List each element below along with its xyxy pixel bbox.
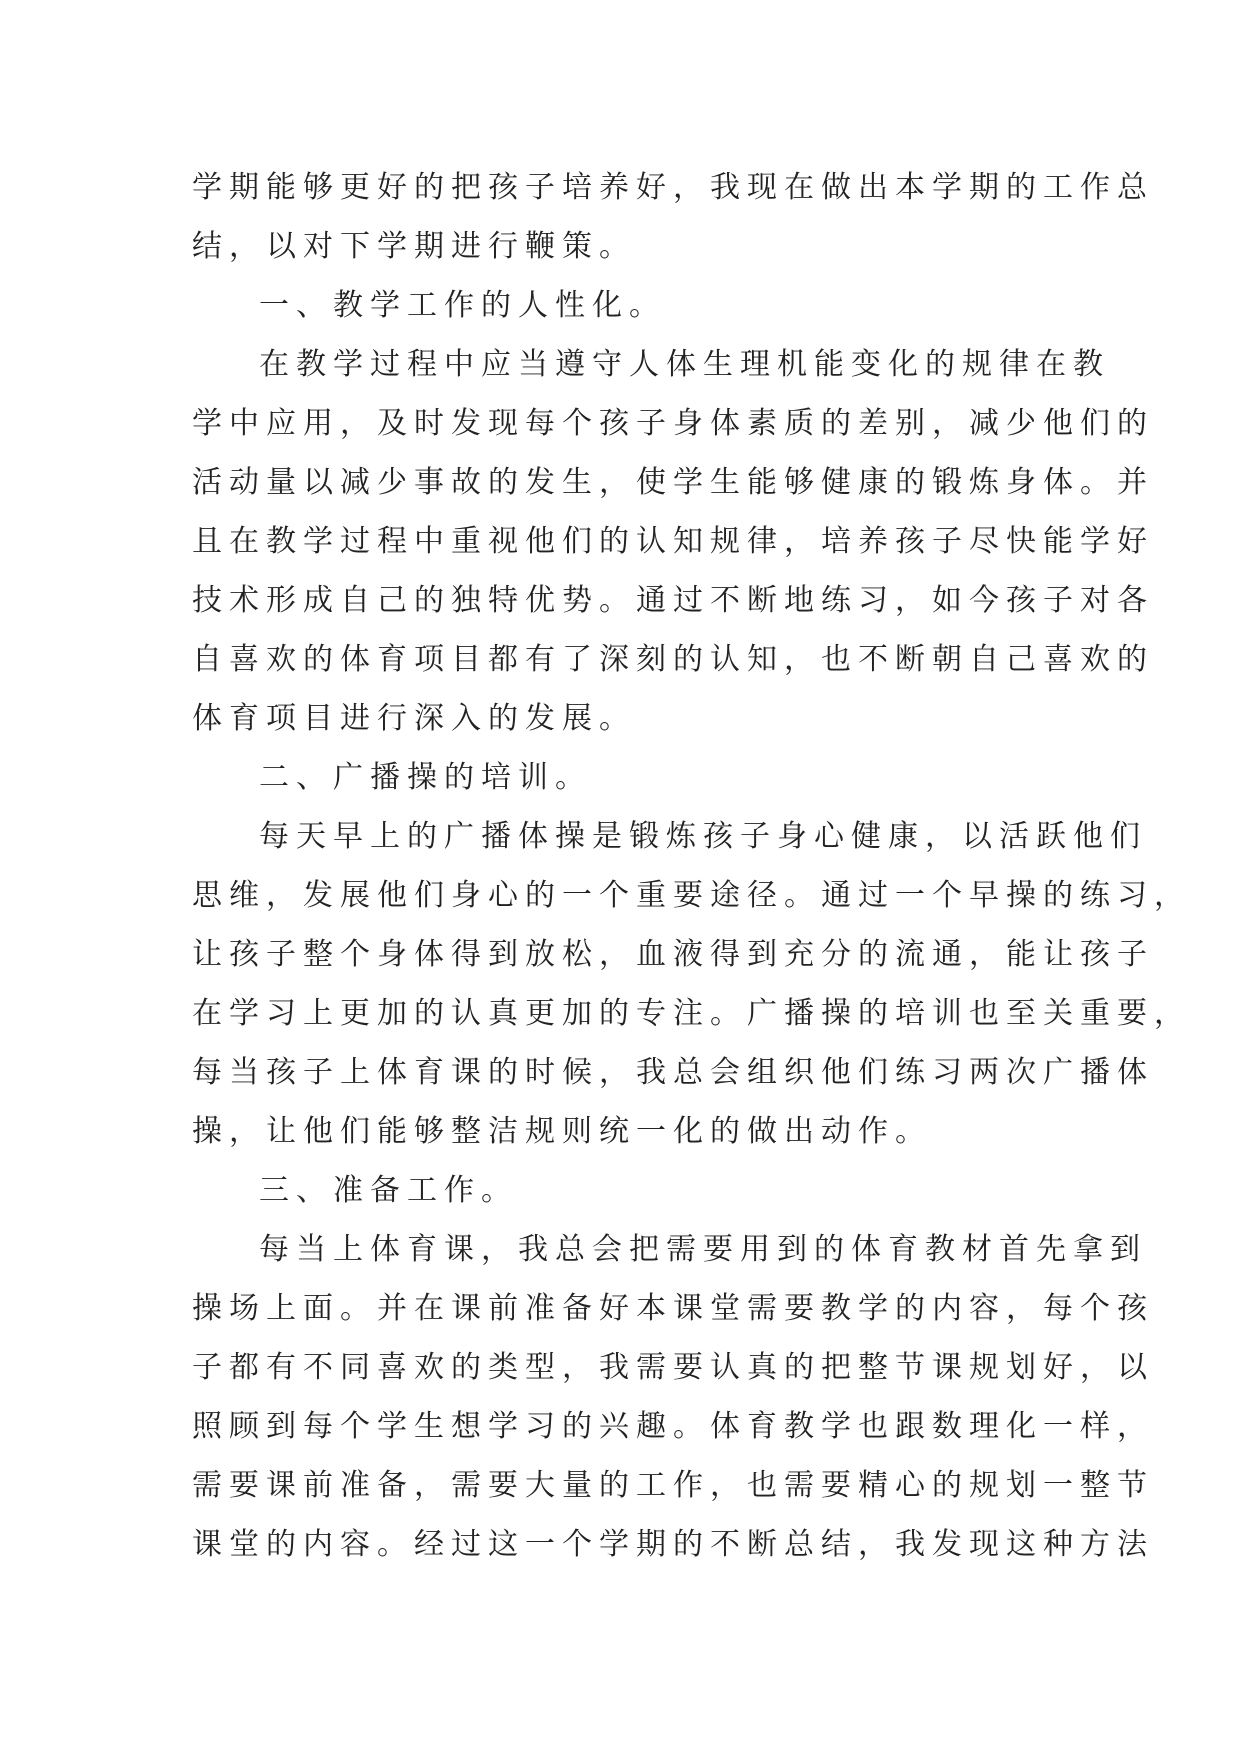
section-heading: 二、广播操的培训。 bbox=[259, 760, 592, 795]
paragraph-line: 技术形成自己的独特优势。通过不断地练习，如今孩子对各 bbox=[192, 583, 1154, 618]
section-heading: 三、准备工作。 bbox=[259, 1173, 518, 1208]
paragraph-line: 操，让他们能够整洁规则统一化的做出动作。 bbox=[192, 1114, 932, 1149]
paragraph-line: 体育项目进行深入的发展。 bbox=[192, 701, 636, 736]
section-heading: 一、教学工作的人性化。 bbox=[259, 288, 666, 323]
paragraph-line: 需要课前准备，需要大量的工作，也需要精心的规划一整节 bbox=[192, 1468, 1154, 1503]
paragraph-line: 自喜欢的体育项目都有了深刻的认知，也不断朝自己喜欢的 bbox=[192, 642, 1154, 677]
paragraph-line: 每当孩子上体育课的时候，我总会组织他们练习两次广播体 bbox=[192, 1055, 1154, 1090]
paragraph-line: 学期能够更好的把孩子培养好，我现在做出本学期的工作总 bbox=[192, 170, 1154, 205]
paragraph-line: 且在教学过程中重视他们的认知规律，培养孩子尽快能学好 bbox=[192, 524, 1154, 559]
paragraph-line: 让孩子整个身体得到放松，血液得到充分的流通，能让孩子 bbox=[192, 937, 1154, 972]
document-body bbox=[192, 158, 1191, 1574]
paragraph-line: 在学习上更加的认真更加的专注。广播操的培训也至关重要， bbox=[192, 996, 1191, 1031]
paragraph-line: 每天早上的广播体操是锻炼孩子身心健康，以活跃他们 bbox=[259, 819, 1147, 854]
paragraph-line: 课堂的内容。经过这一个学期的不断总结，我发现这种方法 bbox=[192, 1527, 1154, 1562]
paragraph-line: 每当上体育课，我总会把需要用到的体育教材首先拿到 bbox=[259, 1232, 1147, 1267]
paragraph-line: 活动量以减少事故的发生，使学生能够健康的锻炼身体。并 bbox=[192, 465, 1154, 500]
paragraph-line: 在教学过程中应当遵守人体生理机能变化的规律在教 bbox=[259, 347, 1110, 382]
paragraph-line: 照顾到每个学生想学习的兴趣。体育教学也跟数理化一样， bbox=[192, 1409, 1154, 1444]
paragraph-line: 思维，发展他们身心的一个重要途径。通过一个早操的练习， bbox=[192, 878, 1191, 913]
paragraph-line: 结，以对下学期进行鞭策。 bbox=[192, 229, 636, 264]
paragraph-line: 操场上面。并在课前准备好本课堂需要教学的内容，每个孩 bbox=[192, 1291, 1154, 1326]
paragraph-line: 学中应用，及时发现每个孩子身体素质的差别，减少他们的 bbox=[192, 406, 1154, 441]
paragraph-line: 子都有不同喜欢的类型，我需要认真的把整节课规划好，以 bbox=[192, 1350, 1154, 1385]
